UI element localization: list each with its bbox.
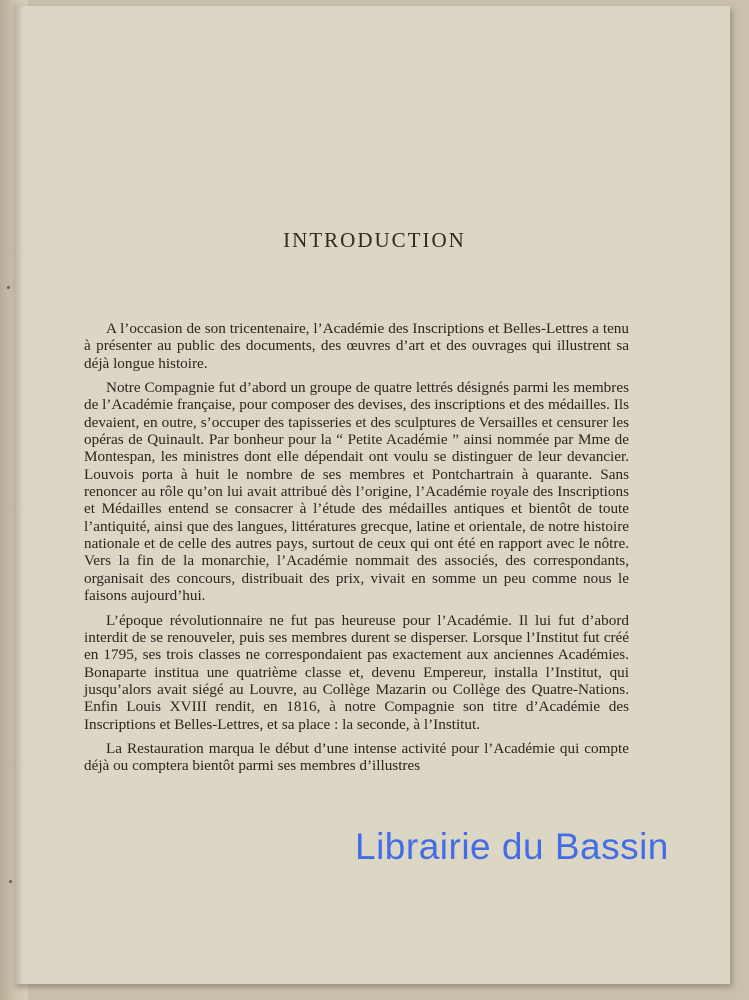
paragraph-2: Notre Compagnie fut d’abord un groupe de quatre lettrés désignés parmi les membres de l’Académie française, pour composer des devises, des inscriptions et des médailles. Ils devaient, en outre, s’occuper des tapisseries et des sculptures de Versailles et censurer les opéras de Quinault. Par bonheur pour la “ Petite Académie ” ainsi nommée par Mme de Montespan, les ministres dont elle dépendait ont voulu se distinguer de leur devancier. Louvois porta à huit le nombre de ses membres et Pontchartrain à quarante. Sans renoncer au rôle qu’on lui avait attribué dès l’origine, l’Académie royale des Inscriptions et Médailles entend se consacrer à l’étude des médailles antiques et bientôt de toute l’antiquité, ainsi que des langues, littératures grecque, latine et orientale, de notre histoire nationale et de celle des autres pays, surtout de ceux qui ont été en rapport avec le nôtre. Vers la fin de la monarchie, l’Académie nommait des associés, des correspondants, organisait des concours, distribuait des prix, vivait en somme un peu comme nous le faisons aujourd’hui. — [84, 379, 629, 605]
page-speck — [9, 880, 12, 883]
body-text — [84, 320, 629, 782]
page-title: INTRODUCTION — [283, 228, 466, 252]
paragraph-3: L’époque révolutionnaire ne fut pas heureuse pour l’Académie. Il lui fut d’abord interdit de se renouveler, puis ses membres durent se disperser. Lorsque l’Institut fut créé en 1795, ses trois classes ne correspondaient pas exactement aux anciennes Académies. Bonaparte institua une quatrième classe et, devenu Empereur, installa l’Institut, qui jusqu’alors avait siégé au Louvre, au Collège Mazarin ou Collège des Quatre-Nations. Enfin Louis XVIII rendit, en 1816, à notre Compagnie son titre d’Académie des Inscriptions et Belles-Lettres, et sa place : la seconde, à l’Institut. — [84, 611, 629, 733]
page-gutter-shadow — [14, 6, 24, 984]
watermark-text: Librairie du Bassin — [355, 826, 669, 867]
page-speck — [7, 286, 10, 289]
paragraph-4: La Restauration marqua le début d’une intense activité pour l’Académie qui compte déjà ou comptera bientôt parmi ses membres d’illustres — [84, 739, 629, 775]
paragraph-1: A l’occasion de son tricentenaire, l’Académie des Inscriptions et Belles-Lettres a tenu à présenter au public des documents, des œuvres d’art et des ouvrages qui illustrent sa déjà longue histoire. — [84, 320, 629, 372]
